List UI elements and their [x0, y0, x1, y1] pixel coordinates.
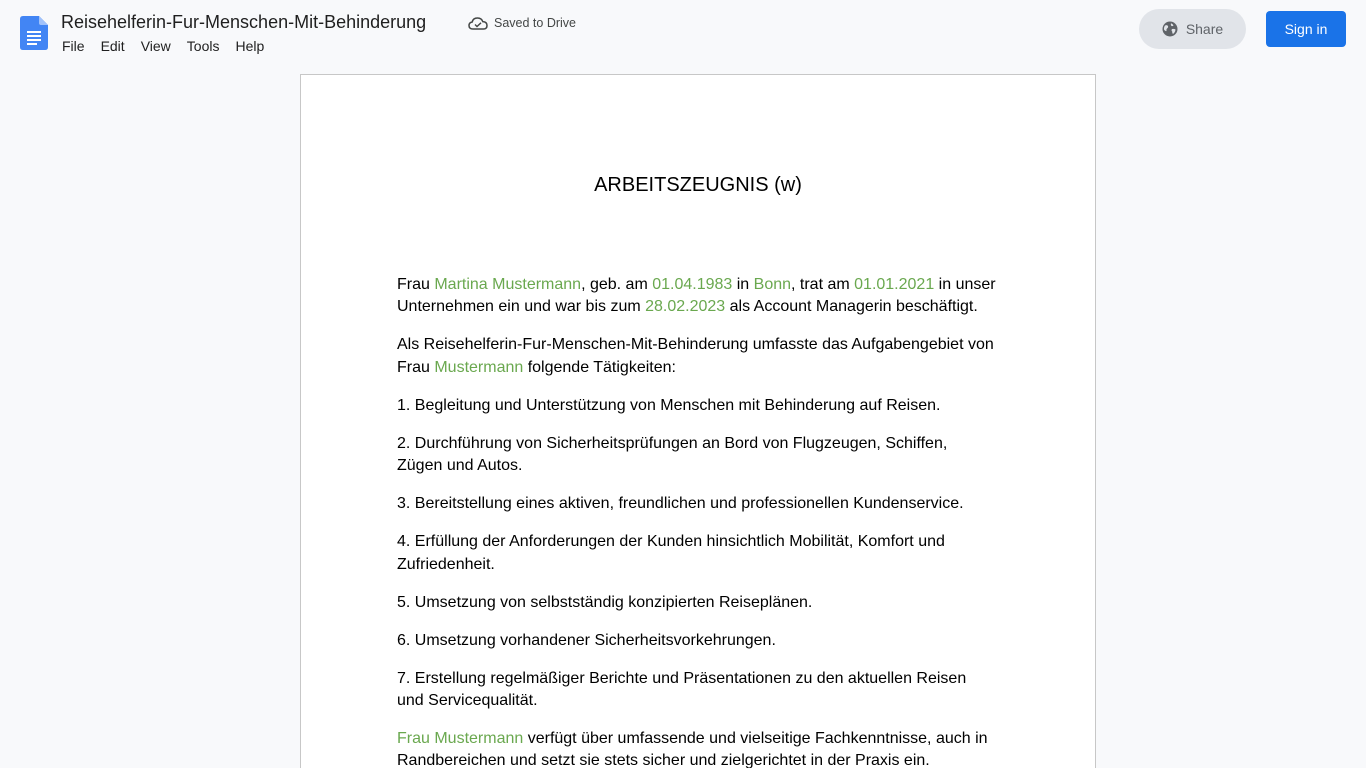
share-label: Share: [1185, 21, 1224, 37]
menu-file[interactable]: File: [62, 38, 85, 54]
intro-text-4: , trat am: [791, 276, 855, 293]
save-status-label: Saved to Drive: [494, 16, 576, 30]
closing-name: Frau Mustermann: [397, 730, 524, 748]
employee-surname: Mustermann: [434, 358, 524, 376]
save-status[interactable]: [468, 14, 576, 32]
task-item-7: 7. Erstellung regelmäßiger Berichte und Präsentationen zu den aktuellen Reisen und Servicequalität.: [397, 669, 967, 710]
document-heading: ARBEITSZEUGNIS (w): [594, 174, 802, 196]
intro-text-3: in: [732, 276, 754, 293]
end-date: 28.02.2023: [645, 298, 726, 316]
sign-in-button[interactable]: Sign in: [1266, 11, 1346, 47]
app-header: [0, 0, 1366, 64]
document-page[interactable]: [300, 74, 1096, 768]
scope-paragraph: [397, 334, 997, 379]
intro-paragraph: [397, 274, 997, 319]
birth-date: 01.04.1983: [652, 276, 733, 293]
scope-text-2: folgende Tätigkeiten:: [523, 358, 676, 376]
task-item-6: 6. Umsetzung vorhandener Sicherheitsvorkehrungen.: [397, 631, 776, 649]
closing-text: verfügt über umfassende und vielseitige Fachkenntnisse, auch in Randbereichen und setzt sie stets sicher und zielgerichtet in der Praxis ein.: [397, 730, 988, 768]
menu-view[interactable]: View: [140, 38, 171, 54]
employee-name: Martina Mustermann: [434, 276, 582, 293]
globe-icon: [1162, 21, 1178, 37]
share-button[interactable]: [1139, 9, 1246, 49]
start-date: 01.01.2021: [854, 276, 935, 293]
closing-paragraph: [397, 728, 997, 768]
task-item-3: 3. Bereitstellung eines aktiven, freundlichen und professionellen Kundenservice.: [397, 495, 964, 513]
cloud-done-icon: [468, 16, 488, 30]
task-item-1: 1. Begleitung und Unterstützung von Menschen mit Behinderung auf Reisen.: [397, 396, 941, 414]
menu-bar: [54, 36, 272, 56]
docs-logo-icon[interactable]: [20, 16, 48, 50]
birth-place: Bonn: [753, 276, 792, 293]
intro-text-5: in unser Unternehmen ein und war bis zum: [397, 276, 996, 316]
menu-edit[interactable]: Edit: [100, 38, 125, 54]
menu-help[interactable]: Help: [235, 38, 265, 54]
menu-tools[interactable]: Tools: [186, 38, 220, 54]
task-item-5: 5. Umsetzung von selbstständig konzipierten Reiseplänen.: [397, 593, 813, 611]
scope-text-1: Als Reisehelferin-Fur-Menschen-Mit-Behinderung umfasste das Aufgabengebiet von Frau: [397, 336, 994, 376]
document-title[interactable]: Reisehelferin-Fur-Menschen-Mit-Behinderung: [61, 12, 427, 32]
intro-text-1: Frau: [397, 276, 435, 293]
intro-text-2: , geb. am: [581, 276, 653, 293]
task-item-4: 4. Erfüllung der Anforderungen der Kunden hinsichtlich Mobilität, Komfort und Zufriedenheit.: [397, 533, 945, 573]
intro-text-6: als Account Managerin beschäftigt.: [725, 298, 978, 316]
task-item-2: 2. Durchführung von Sicherheitsprüfungen an Bord von Flugzeugen, Schiffen, Zügen und Autos.: [397, 434, 948, 475]
document-body: [397, 274, 997, 768]
